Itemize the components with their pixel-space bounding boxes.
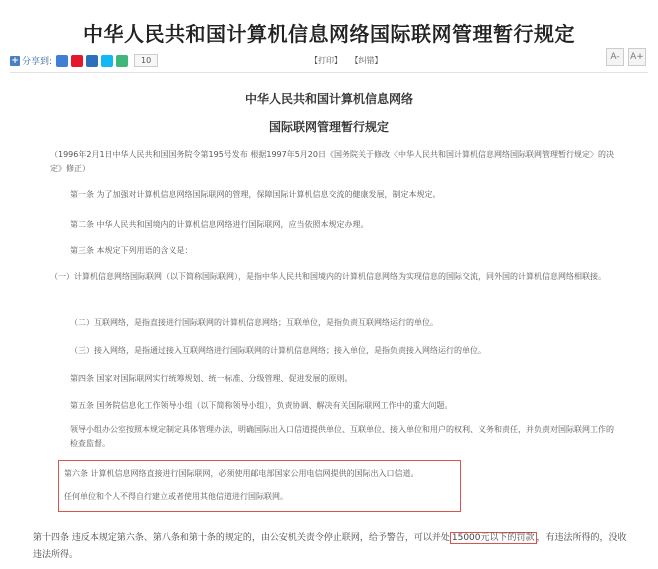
font-size-controls [606,48,646,66]
article-14-text: 第十四条 违反本规定第六条、第八条和第十条的规定的，由公安机关责令停止联网，给予警告，可以并处 [33,533,450,543]
share-icons [56,55,128,67]
doc-note: （1996年2月1日中华人民共和国国务院令第195号发布 根据1997年5月20日《国务院关于修改〈中华人民共和国计算机信息网络国际联网管理暂行规定〉的决定》修正） [50,150,614,173]
share-bar [10,54,158,67]
share-plus-icon[interactable]: + [11,55,19,66]
article-tools [310,55,389,66]
article-3-item-1: （一）计算机信息网络国际联网（以下简称国际联网），是指中华人民共和国境内的计算机信息网络为实现信息的国际交流，同外国的计算机信息网络相联接。 [50,272,606,281]
share-count: 10 [134,54,158,67]
article-6-sub: 任何单位和个人不得自行建立或者使用其他信道进行国际联网。 [64,492,288,501]
qzone-icon[interactable] [56,55,68,67]
close-link[interactable]: 【纠错】 [350,56,383,65]
print-link[interactable]: 【打印】 [310,56,342,65]
article-14-end: ，有违法所得的，没收违法所得。 [33,533,627,560]
font-larger-button[interactable]: A+ [628,48,646,66]
article-4: 第四条 国家对国际联网实行统筹规划、统一标准、分级管理、促进发展的原则。 [70,374,353,383]
tqq-icon[interactable] [101,55,113,67]
page-title: 中华人民共和国计算机信息网络国际联网管理暂行规定 [83,22,575,46]
article-3-item-2: （二）互联网络，是指直接进行国际联网的计算机信息网络；互联单位，是指负责互联网络运行的单位。 [70,318,438,327]
article-3: 第三条 本规定下列用语的含义是： [70,246,193,255]
article-5-sub: 领导小组办公室按照本规定制定具体管理办法，明确国际出入口信道提供单位、互联单位、接入单位和用户的权利、义务和责任，并负责对国际联网工作的检查监督。 [70,425,614,448]
share-label: 分享到: [22,57,53,67]
article-6: 第六条 计算机信息网络直接进行国际联网，必须使用邮电部国家公用电信网提供的国际出入口信道。 [64,469,419,478]
article-2: 第二条 中华人民共和国境内的计算机信息网络进行国际联网，应当依照本规定办理。 [70,220,369,229]
article-1: 第一条 为了加强对计算机信息网络国际联网的管理，保障国际计算机信息交流的健康发展，制定本规定。 [70,190,441,199]
article-toolbar [10,52,648,73]
douban-icon[interactable] [116,55,128,67]
renren-icon[interactable] [86,55,98,67]
article-14 [33,530,633,564]
doc-title-line1: 中华人民共和国计算机信息网络 [244,92,413,106]
font-smaller-button[interactable]: A- [606,48,624,66]
fine-highlight: 15000元以下的罚款 [451,533,535,543]
article-5: 第五条 国务院信息化工作领导小组（以下简称领导小组），负责协调、解决有关国际联网工作中的重大问题。 [70,401,453,410]
doc-title-line2: 国际联网管理暂行规定 [268,120,389,134]
article-3-item-3: （三）接入网络，是指通过接入互联网络进行国际联网的计算机信息网络；接入单位，是指负责接入网络运行的单位。 [70,346,486,355]
weibo-icon[interactable] [71,55,83,67]
